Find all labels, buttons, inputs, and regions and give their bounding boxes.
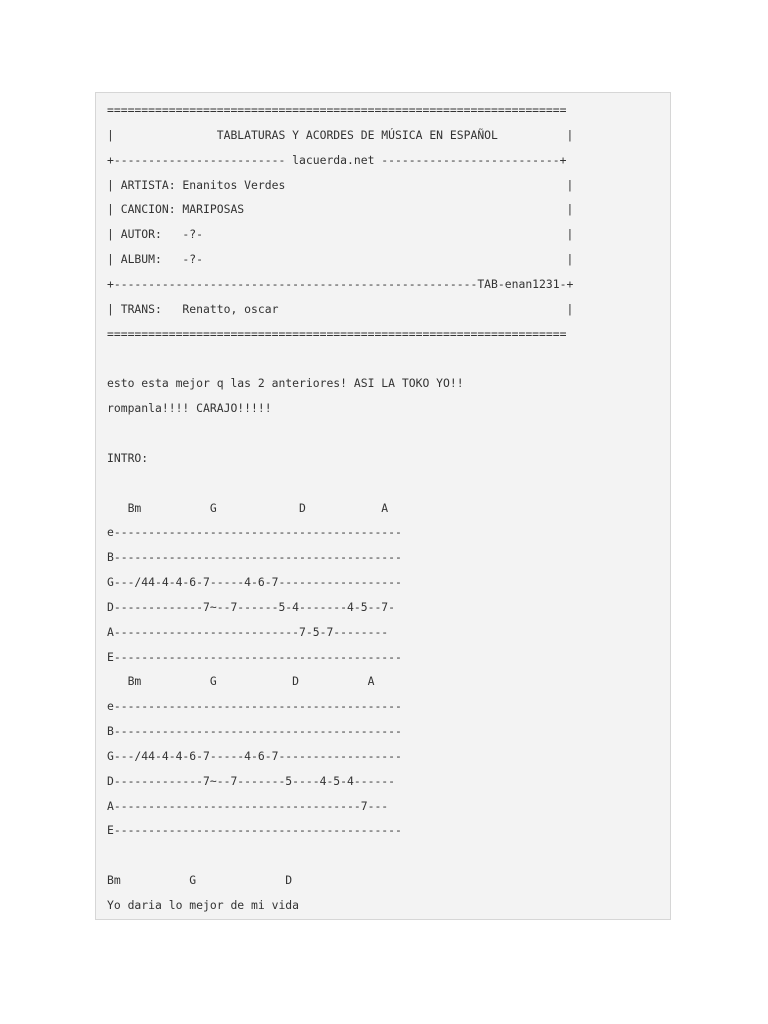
tab-string-a: A---------------------------7-5-7--------	[107, 624, 389, 639]
site-line: +------------------------- lacuerda.net --------------------------+	[107, 152, 567, 167]
lyric-line: Yo daria lo mejor de mi vida	[107, 898, 300, 912]
section-label: INTRO:	[107, 450, 149, 465]
blank-line	[107, 346, 670, 371]
blank-line	[107, 843, 670, 868]
song-line: | CANCION: MARIPOSAS |	[107, 202, 574, 217]
tab-string-e: e------------------------------------------	[107, 699, 402, 714]
tab-string-e: e------------------------------------------	[107, 525, 402, 540]
document-page	[95, 92, 671, 920]
transcriber-line: | TRANS: Renatto, oscar |	[107, 301, 574, 316]
tab-string-d: D-------------7~--7-------5----4-5-4------	[107, 773, 396, 788]
chord-line: Bm G D	[107, 873, 293, 888]
chord-line: Bm G D A	[107, 500, 389, 515]
tab-string-b: B------------------------------------------	[107, 550, 402, 565]
author-line: | AUTOR: -?- |	[107, 227, 574, 242]
tab-string-d: D-------------7~--7------5-4-------4-5--7-	[107, 599, 396, 614]
separator-line: ===================================================================	[107, 326, 567, 341]
chord-line: Bm G D A	[107, 674, 375, 689]
separator-line: ===================================================================	[107, 103, 567, 117]
tab-string-g: G---/44-4-4-6-7-----4-6-7------------------	[107, 575, 402, 590]
comment-line: esto esta mejor q las 2 anteriores! ASI LA TOKO YO!!	[107, 376, 464, 391]
header-title-line: | TABLATURAS Y ACORDES DE MÚSICA EN ESPAÑOL |	[107, 127, 574, 142]
album-line: | ALBUM: -?- |	[107, 252, 574, 267]
blank-line	[107, 421, 670, 446]
tab-string-b: B------------------------------------------	[107, 724, 402, 739]
tab-string-a: A------------------------------------7---	[107, 798, 389, 813]
tab-string-low-e: E------------------------------------------	[107, 823, 402, 838]
comment-line: rompanla!!!! CARAJO!!!!!	[107, 401, 272, 416]
tab-id-line: +-----------------------------------------------------TAB-enan1231-+	[107, 276, 574, 291]
tab-string-low-e: E------------------------------------------	[107, 649, 402, 664]
tab-string-g: G---/44-4-4-6-7-----4-6-7------------------	[107, 748, 402, 763]
tab-text	[107, 98, 670, 918]
artist-line: | ARTISTA: Enanitos Verdes |	[107, 177, 574, 192]
blank-line	[107, 471, 670, 496]
